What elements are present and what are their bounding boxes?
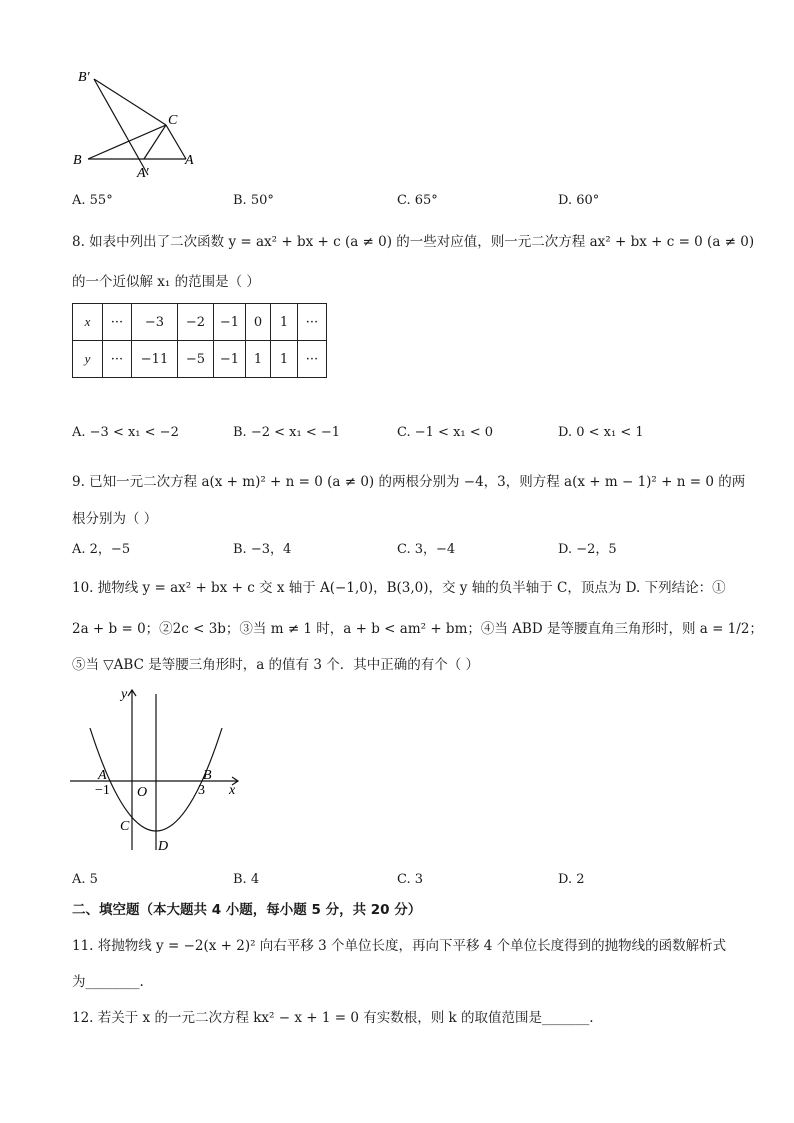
table-cell: x — [73, 304, 103, 341]
section-title: 二、填空题（本大题共 4 小题，每小题 5 分，共 20 分） — [72, 902, 422, 918]
q10-stem-line1: 10. 抛物线 y = ax² + bx + c 交 x 轴于 A(−1,0)，B(3,0)，交 y 轴的负半轴于 C，顶点为 D. 下列结论：① — [72, 580, 726, 596]
table-cell: −1 — [214, 341, 246, 378]
values-table — [72, 303, 327, 378]
q8-option-c[interactable]: C. −1 < x₁ < 0 — [397, 425, 494, 440]
point-d-label: D — [158, 839, 169, 854]
tick-three: 3 — [198, 783, 205, 798]
table-cell: ··· — [298, 304, 327, 341]
label-a-prime: A′ — [137, 166, 149, 181]
table-cell: −3 — [132, 304, 178, 341]
q10-stem-line3: ⑤当 ▽ABC 是等腰三角形时，a 的值有 3 个．其中正确的有个（ ） — [72, 657, 480, 673]
label-c: C — [168, 113, 178, 128]
label-b-prime: B′ — [78, 70, 90, 85]
q9-option-c[interactable]: C. 3，−4 — [397, 542, 456, 557]
q9-stem-line2: 根分别为（ ） — [72, 511, 158, 527]
q8-option-d[interactable]: D. 0 < x₁ < 1 — [558, 425, 644, 440]
table-cell: y — [73, 341, 103, 378]
axis-label-x: x — [229, 783, 236, 798]
label-b: B — [73, 153, 82, 168]
table-cell: −5 — [178, 341, 214, 378]
q10-stem-line2: 2a + b = 0；②2c < 3b；③当 m ≠ 1 时，a + b < am² + bm；④当 ABD 是等腰直角三角形时，则 a = 1/2； — [72, 621, 763, 637]
table-cell: −11 — [132, 341, 178, 378]
origin-label: O — [137, 785, 148, 800]
label-a: A — [185, 153, 194, 168]
q8-option-a[interactable]: A. −3 < x₁ < −2 — [72, 425, 179, 440]
q9-option-d[interactable]: D. −2，5 — [558, 542, 617, 557]
table-row-x — [73, 304, 327, 341]
table-cell: 1 — [246, 341, 271, 378]
q7-option-c[interactable]: C. 65° — [397, 193, 438, 208]
q10-option-d[interactable]: D. 2 — [558, 872, 585, 887]
q7-option-a[interactable]: A. 55° — [72, 193, 113, 208]
parabola-graph — [68, 684, 248, 856]
table-cell: 1 — [271, 304, 298, 341]
table-cell: 1 — [271, 341, 298, 378]
table-cell: ··· — [103, 304, 132, 341]
table-cell: −2 — [178, 304, 214, 341]
q10-option-b[interactable]: B. 4 — [233, 872, 260, 887]
q8-stem-line2: 的一个近似解 x₁ 的范围是（ ） — [72, 274, 260, 290]
q8-option-b[interactable]: B. −2 < x₁ < −1 — [233, 425, 341, 440]
table-cell: ··· — [103, 341, 132, 378]
axis-label-y: y — [121, 687, 128, 702]
q7-option-d[interactable]: D. 60° — [558, 193, 600, 208]
q12-stem: 12. 若关于 x 的一元二次方程 kx² − x + 1 = 0 有实数根，则 k 的取值范围是_______. — [72, 1010, 594, 1026]
q11-stem-line2: 为________. — [72, 974, 144, 990]
triangle-figure — [60, 60, 220, 185]
table-cell: −1 — [214, 304, 246, 341]
q8-stem-line1: 8. 如表中列出了二次函数 y = ax² + bx + c (a ≠ 0) 的一些对应值，则一元二次方程 ax² + bx + c = 0 (a ≠ 0) — [72, 234, 755, 250]
point-b-label: B — [203, 768, 212, 783]
q7-option-b[interactable]: B. 50° — [233, 193, 274, 208]
q10-option-a[interactable]: A. 5 — [72, 872, 98, 887]
q11-stem-line1: 11. 将抛物线 y = −2(x + 2)² 向右平移 3 个单位长度，再向下平移 4 个单位长度得到的抛物线的函数解析式 — [72, 938, 727, 954]
q10-option-c[interactable]: C. 3 — [397, 872, 424, 887]
table-cell: ··· — [298, 341, 327, 378]
point-a-label: A — [98, 768, 107, 783]
point-c-label: C — [120, 819, 130, 834]
q9-option-b[interactable]: B. −3，4 — [233, 542, 292, 557]
q9-option-a[interactable]: A. 2，−5 — [72, 542, 131, 557]
table-cell: 0 — [246, 304, 271, 341]
q9-stem-line1: 9. 已知一元二次方程 a(x + m)² + n = 0 (a ≠ 0) 的两根分别为 −4，3，则方程 a(x + m − 1)² + n = 0 的两 — [72, 474, 746, 490]
table-row-y — [73, 341, 327, 378]
tick-neg-one: −1 — [95, 783, 110, 798]
